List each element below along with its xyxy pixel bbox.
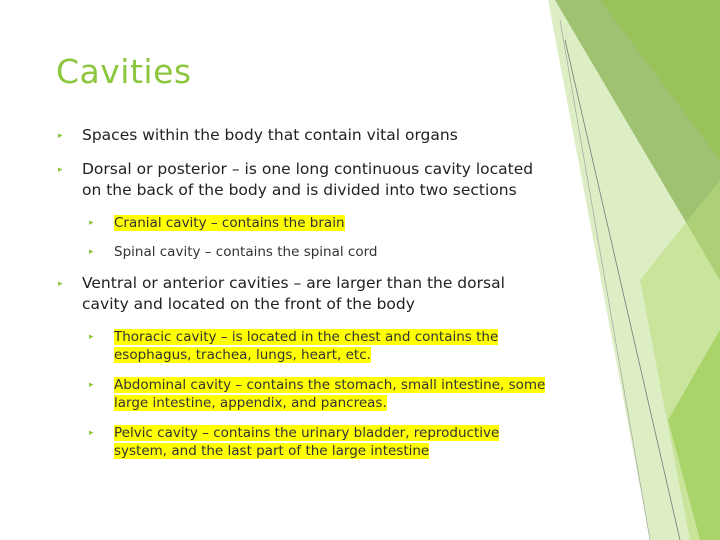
sub-bullet-item	[56, 424, 546, 461]
slide-title: Cavities	[56, 52, 192, 91]
highlighted-text: Cranial cavity – contains the brain	[114, 214, 345, 231]
bullet-text: Spinal cavity – contains the spinal cord	[114, 244, 378, 260]
bullet-item	[56, 273, 546, 316]
highlighted-text: Abdominal cavity – contains the stomach, small intestine, some large intestine, appendix, and pancreas.	[114, 376, 546, 411]
highlighted-text: Thoracic cavity – is located in the chest and contains the esophagus, trachea, lungs, heart, etc.	[114, 328, 499, 363]
bullet-item	[56, 125, 546, 147]
bullet-arrow-icon: ▸	[58, 278, 63, 289]
highlighted-text: Pelvic cavity – contains the urinary bladder, reproductive system, and the last part of the large intestine	[114, 424, 500, 459]
bullet-arrow-icon: ▸	[58, 164, 63, 175]
bullet-arrow-icon: ▸	[89, 331, 94, 342]
sub-bullet-item	[56, 328, 546, 365]
bullet-list	[56, 125, 546, 472]
bullet-arrow-icon: ▸	[89, 217, 94, 228]
bullet-text: Ventral or anterior cavities – are larger than the dorsal cavity and located on the front of the body	[82, 273, 505, 313]
bullet-arrow-icon: ▸	[89, 247, 94, 257]
bullet-text: Dorsal or posterior – is one long continuous cavity located on the back of the body and is divided into two sections	[82, 159, 534, 199]
sub-bullet-item	[56, 214, 546, 233]
bullet-arrow-icon: ▸	[89, 427, 94, 438]
sub-bullet-item	[56, 243, 546, 262]
bullet-text: Spaces within the body that contain vital organs	[82, 126, 458, 144]
bullet-arrow-icon: ▸	[89, 379, 94, 390]
sub-bullet-item	[56, 376, 546, 413]
bullet-arrow-icon: ▸	[58, 131, 63, 141]
bullet-item	[56, 159, 546, 202]
